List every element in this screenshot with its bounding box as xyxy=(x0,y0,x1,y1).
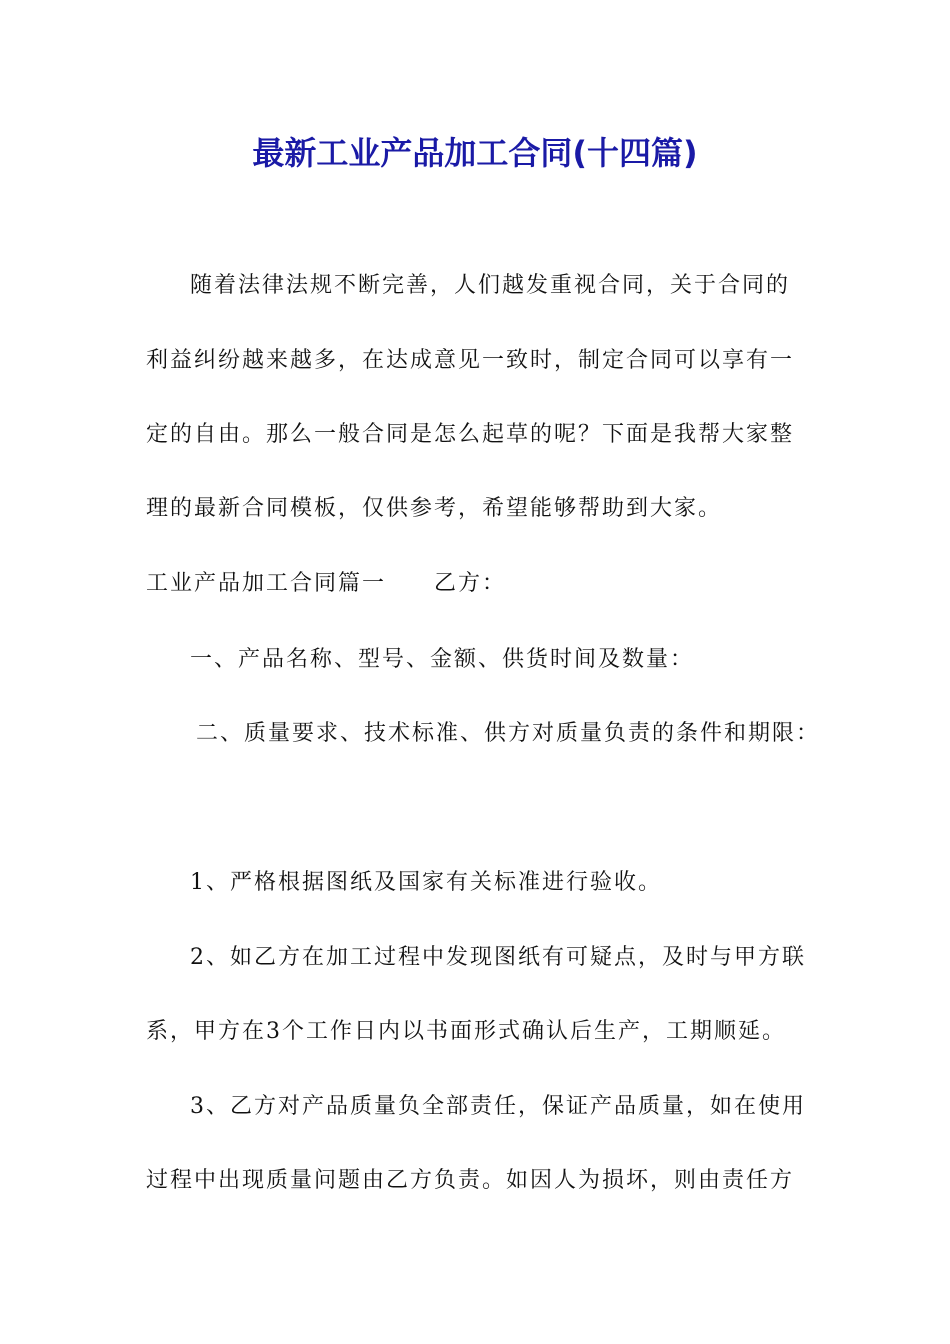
list-item-continuation: 系，甲方在3个工作日内以书面形式确认后生产，工期顺延。 xyxy=(146,1019,786,1044)
paragraph-line: 利益纠纷越来越多，在达成意见一致时，制定合同可以享有一 xyxy=(146,348,795,373)
list-item: 2、如乙方在加工过程中发现图纸有可疑点，及时与甲方联 xyxy=(190,945,806,970)
section-heading-line: 工业产品加工合同篇一 乙方： xyxy=(146,571,507,596)
list-item: 3、乙方对产品质量负全部责任，保证产品质量，如在使用 xyxy=(190,1094,806,1119)
paragraph-line: 随着法律法规不断完善，人们越发重视合同，关于合同的 xyxy=(190,273,791,298)
paragraph-line: 定的自由。那么一般合同是怎么起草的呢？下面是我帮大家整 xyxy=(146,422,795,447)
list-item: 1、严格根据图纸及国家有关标准进行验收。 xyxy=(190,870,662,895)
list-item-continuation: 过程中出现质量问题由乙方负责。如因人为损坏，则由责任方 xyxy=(146,1168,795,1193)
paragraph-line: 理的最新合同模板，仅供参考，希望能够帮助到大家。 xyxy=(146,496,723,521)
clause-heading: 一、产品名称、型号、金额、供货时间及数量： xyxy=(190,647,695,672)
clause-heading: 二、质量要求、技术标准、供方对质量负责的条件和期限： xyxy=(196,721,821,746)
document-title: 最新工业产品加工合同(十四篇) xyxy=(252,134,698,172)
